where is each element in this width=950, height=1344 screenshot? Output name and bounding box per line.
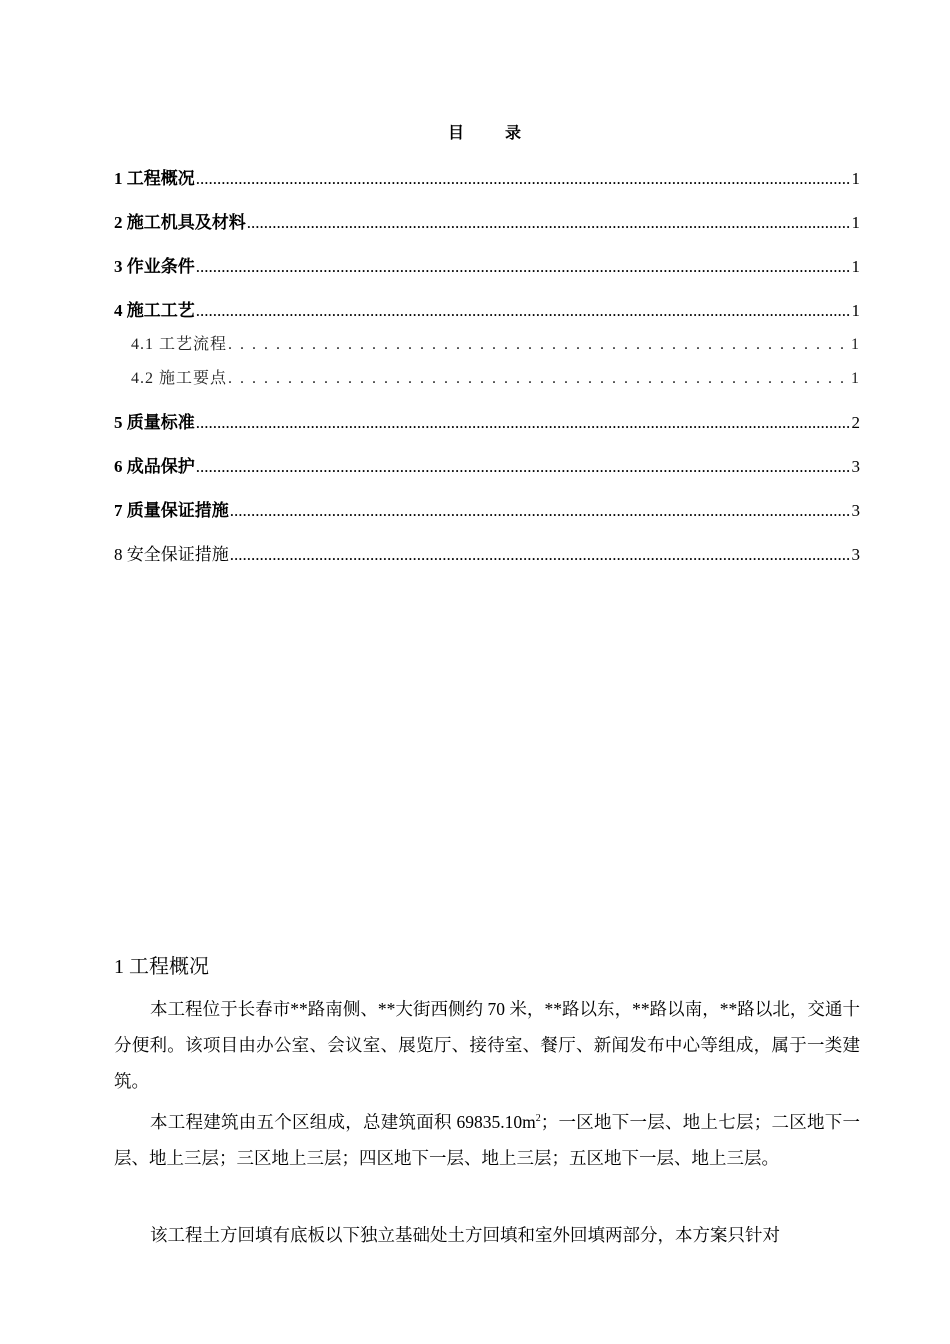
toc-leader bbox=[247, 213, 851, 233]
toc-entry-1[interactable] bbox=[114, 164, 860, 189]
toc-entry-page: 1 bbox=[851, 370, 860, 387]
toc-title bbox=[0, 120, 950, 143]
toc-entry-page: 1 bbox=[851, 257, 860, 276]
toc-entry-4[interactable] bbox=[114, 296, 860, 321]
toc-entry-4-2[interactable] bbox=[131, 365, 860, 388]
toc-entry-page: 1 bbox=[851, 213, 860, 232]
body-paragraph-1: 本工程位于长春市**路南侧、**大街西侧约 70 米，**路以东，**路以南，**路以北，交通十分便利。该项目由办公室、会议室、展览厅、接待室、餐厅、新闻发布中心等组成，属于一类建筑。 bbox=[114, 999, 860, 1091]
body-paragraph-3: 该工程土方回填有底板以下独立基础处土方回填和室外回填两部分，本方案只针对 bbox=[150, 1225, 780, 1245]
toc-leader bbox=[196, 301, 851, 321]
toc-entry-7[interactable] bbox=[114, 496, 860, 521]
paragraph-2-text-a: 本工程建筑由五个区组成，总建筑面积 69835.10m bbox=[150, 1112, 536, 1132]
toc-entry-label: 8 安全保证措施 bbox=[114, 545, 229, 564]
toc-title-left: 目 bbox=[447, 125, 465, 142]
toc-entry-page: 3 bbox=[851, 501, 860, 520]
paragraph-2-text-b: ；一区地下一层、地上七层；二区地下一层、地上三层；三区地上三层；四区地下一层、地上三层；五区地下一层、地上三层。 bbox=[114, 1112, 860, 1168]
toc-entry-label: 4.2 施工要点 bbox=[131, 370, 228, 387]
toc-entry-page: 3 bbox=[851, 457, 860, 476]
toc-leader bbox=[228, 336, 850, 354]
toc-entry-page: 1 bbox=[851, 336, 860, 353]
toc-entry-2[interactable] bbox=[114, 208, 860, 233]
section-heading: 1 工程概况 bbox=[114, 956, 209, 978]
toc-entry-label: 3 作业条件 bbox=[114, 257, 195, 276]
toc-entry-label: 5 质量标准 bbox=[114, 413, 195, 432]
toc-entry-3[interactable] bbox=[114, 252, 860, 277]
toc-entry-6[interactable] bbox=[114, 452, 860, 477]
toc-leader bbox=[230, 501, 851, 521]
toc-leader bbox=[196, 257, 851, 277]
body-paragraph-2 bbox=[114, 1104, 860, 1176]
toc-leader bbox=[196, 169, 851, 189]
toc-entry-label: 1 工程概况 bbox=[114, 169, 195, 188]
toc-entry-label: 6 成品保护 bbox=[114, 457, 195, 476]
toc-entry-4-1[interactable] bbox=[131, 331, 860, 354]
toc-entry-label: 4.1 工艺流程 bbox=[131, 336, 228, 353]
toc-leader bbox=[230, 545, 851, 565]
toc-leader bbox=[228, 370, 850, 388]
toc-entry-5[interactable] bbox=[114, 408, 860, 433]
toc-leader bbox=[196, 457, 851, 477]
toc-entry-label: 7 质量保证措施 bbox=[114, 501, 229, 520]
toc-entry-page: 1 bbox=[851, 169, 860, 188]
toc-entry-page: 2 bbox=[851, 413, 860, 432]
toc-leader bbox=[196, 413, 851, 433]
superscript-2: 2 bbox=[535, 1113, 541, 1125]
toc-entry-page: 1 bbox=[851, 301, 860, 320]
toc-entry-label: 2 施工机具及材料 bbox=[114, 213, 246, 232]
toc-entry-8[interactable] bbox=[114, 540, 860, 565]
toc-entry-label: 4 施工工艺 bbox=[114, 301, 195, 320]
toc-entry-page: 3 bbox=[851, 545, 860, 564]
toc-title-right: 录 bbox=[505, 125, 523, 142]
